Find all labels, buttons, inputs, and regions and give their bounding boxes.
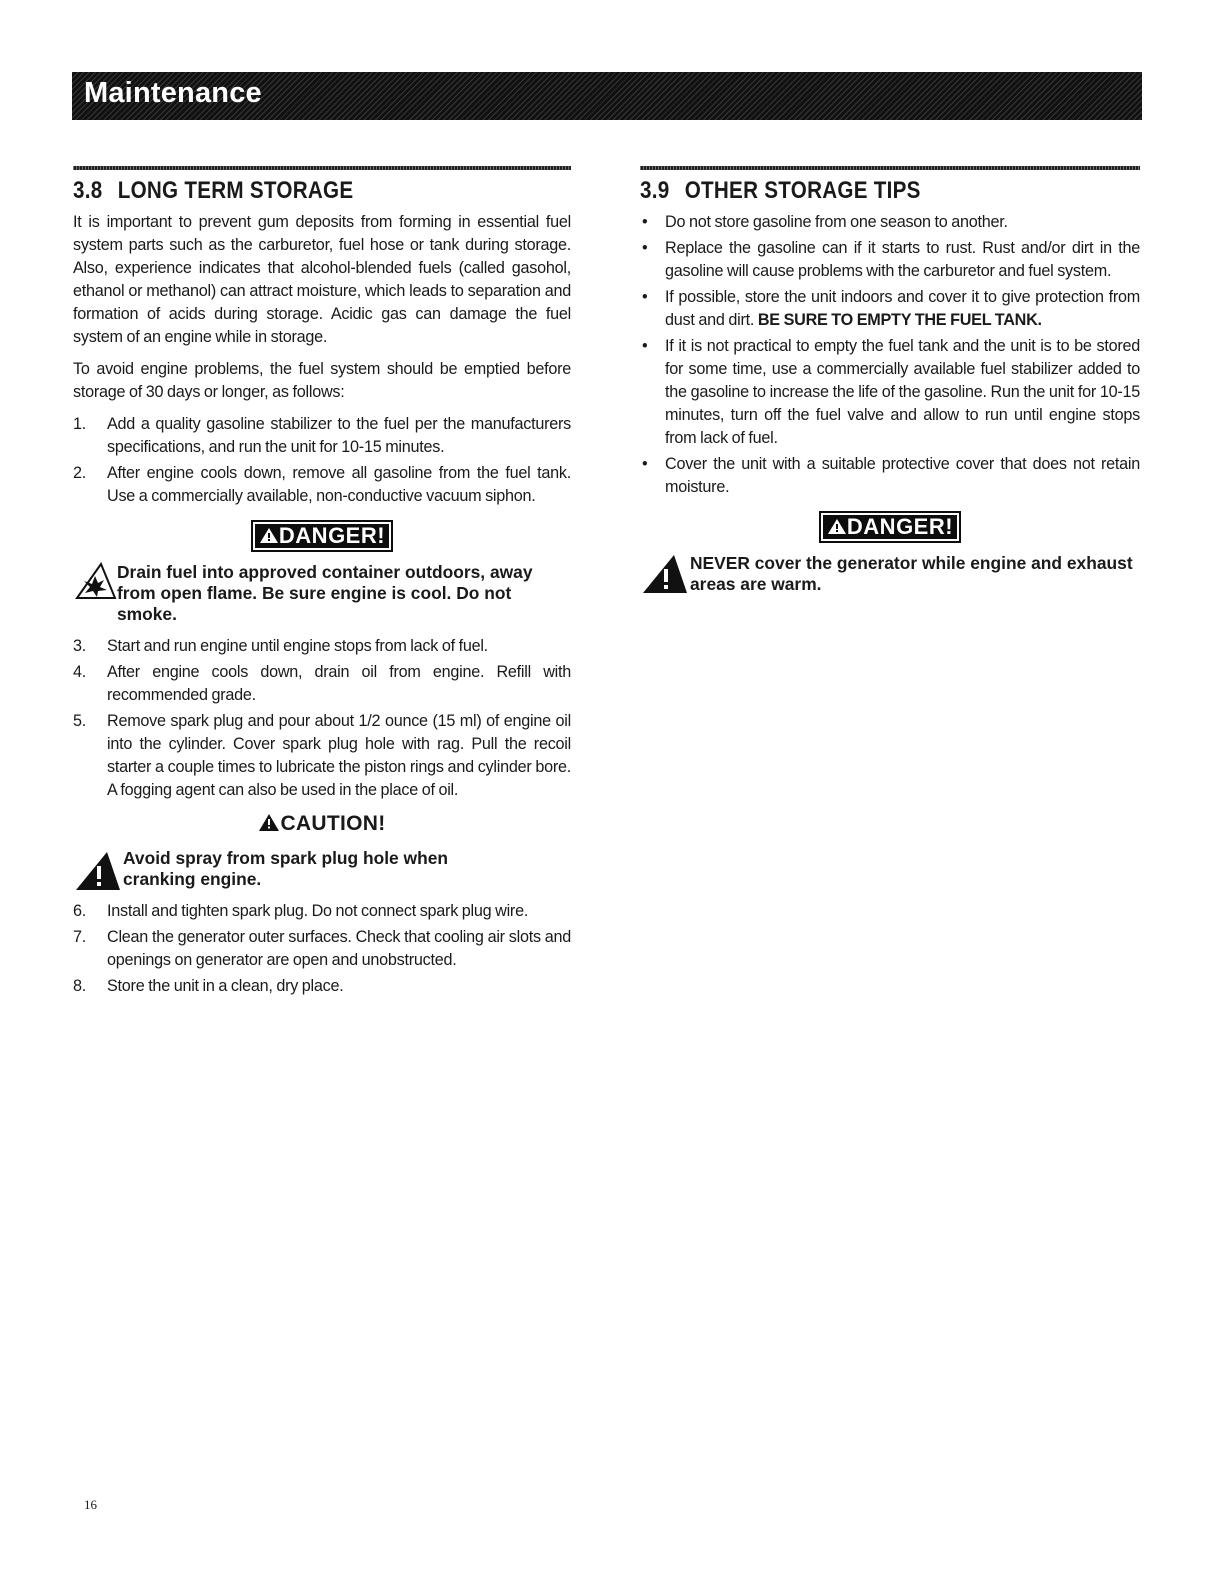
bullet-icon: •: [642, 288, 648, 306]
bullet-icon: •: [642, 337, 648, 355]
section-number: 3.8: [73, 177, 103, 204]
bullet-icon: •: [642, 455, 648, 473]
caution-warning: [73, 848, 571, 890]
steps-list-a: [73, 413, 571, 508]
steps-list-c: [73, 900, 571, 998]
caution-triangle-icon: [258, 813, 280, 832]
right-column: [640, 166, 1140, 605]
left-column: [73, 166, 571, 1002]
list-item: [73, 661, 571, 707]
step-number: 8.: [73, 977, 87, 995]
danger-warning: [640, 553, 1140, 595]
tip-text: Cover the unit with a suitable protective cover that does not retain moisture.: [665, 455, 1140, 496]
bullet-icon: •: [642, 213, 648, 231]
section-banner: [72, 72, 1142, 120]
danger-badge: [251, 520, 393, 552]
danger-header: [640, 511, 1140, 543]
list-item: [73, 413, 571, 459]
step-number: 5.: [73, 712, 87, 730]
caution-header: [73, 812, 571, 836]
danger-label: DANGER!: [846, 514, 954, 539]
caution-exclamation-icon: [73, 850, 121, 892]
danger-text: NEVER cover the generator while engine and exhaust areas are warm.: [690, 553, 1133, 594]
section-number: 3.9: [640, 177, 670, 204]
list-item: [73, 635, 571, 658]
list-item: [73, 462, 571, 508]
step-text: Clean the generator outer surfaces. Check that cooling air slots and openings on generator are open and unobstructed.: [107, 928, 571, 969]
caution-label: CAUTION!: [280, 812, 386, 835]
warning-exclamation-icon: [640, 553, 688, 595]
intro-paragraph: It is important to prevent gum deposits from forming in essential fuel system parts such as the carburetor, fuel hose or tank during storage. Also, experience indicates that alcohol-blended fuels (called gasohol, ethanol or methanol) can attract moisture, which leads to separation and formation of acids during storage. Acidic gas can damage the fuel system of an engine while in storage.: [73, 213, 571, 346]
step-number: 3.: [73, 637, 87, 655]
section-rule: [640, 166, 1140, 170]
list-item: [640, 335, 1140, 450]
section-title-long-term-storage: [73, 177, 501, 205]
tips-list: [640, 211, 1140, 499]
bullet-icon: •: [642, 239, 648, 257]
list-item: [73, 900, 571, 923]
danger-warning: [73, 562, 571, 625]
caution-text: Avoid spray from spark plug hole when cranking engine.: [123, 848, 449, 889]
step-text: Store the unit in a clean, dry place.: [107, 977, 344, 995]
tip-text: Replace the gasoline can if it starts to rust. Rust and/or dirt in the gasoline will cause problems with the carburetor and fuel system.: [665, 239, 1140, 280]
danger-badge: [819, 511, 961, 543]
list-item: [640, 211, 1140, 234]
step-text: After engine cools down, remove all gasoline from the fuel tank. Use a commercially available, non-conductive vacuum siphon.: [107, 464, 571, 505]
list-item: [640, 237, 1140, 283]
section-title-text: OTHER STORAGE TIPS: [684, 177, 921, 204]
danger-text: Drain fuel into approved container outdoors, away from open flame. Be sure engine is cool. Do not smoke.: [117, 562, 533, 624]
list-item: [73, 926, 571, 972]
tip-text: If it is not practical to empty the fuel tank and the unit is to be stored for some time, use a commercially available fuel stabilizer added to the gasoline to increase the life of the gasoline. Run the unit for 10-15 minutes, turn off the fuel valve and allow to run until engine stops from lack of fuel.: [665, 337, 1140, 447]
explosion-hazard-icon: [73, 562, 117, 602]
steps-list-b: [73, 635, 571, 802]
section-rule: [73, 166, 571, 170]
tip-emphasis: BE SURE TO EMPTY THE FUEL TANK.: [757, 311, 1042, 329]
intro-paragraph-2: To avoid engine problems, the fuel system should be emptied before storage of 30 days or longer, as follows:: [73, 360, 571, 401]
step-number: 7.: [73, 928, 87, 946]
danger-label: DANGER!: [278, 523, 386, 548]
step-number: 4.: [73, 663, 87, 681]
danger-header: [73, 520, 571, 552]
tip-text: Do not store gasoline from one season to another.: [665, 213, 1008, 231]
step-text: After engine cools down, drain oil from engine. Refill with recommended grade.: [107, 663, 571, 704]
step-number: 6.: [73, 902, 87, 920]
step-text: Remove spark plug and pour about 1/2 ounce (15 ml) of engine oil into the cylinder. Cover spark plug hole with rag. Pull the recoil starter a couple times to lubricate the piston rings and cylinder bore. A fogging agent can also be used in the place of oil.: [107, 712, 571, 799]
section-title-other-storage-tips: [640, 177, 1070, 205]
page-number: 16: [84, 1497, 97, 1512]
step-text: Start and run engine until engine stops from lack of fuel.: [107, 637, 488, 655]
list-item: [73, 710, 571, 802]
warning-triangle-icon: [827, 518, 847, 535]
banner-title: Maintenance: [84, 77, 262, 109]
tip-text: If possible, store the unit indoors and cover it to give protection from dust and dirt.: [665, 288, 1140, 329]
section-title-text: LONG TERM STORAGE: [117, 177, 354, 204]
warning-triangle-icon: [259, 527, 279, 544]
step-text: Install and tighten spark plug. Do not connect spark plug wire.: [107, 902, 529, 920]
step-text: Add a quality gasoline stabilizer to the fuel per the manufacturers specifications, and run the unit for 10-15 minutes.: [107, 415, 571, 456]
step-number: 1.: [73, 415, 87, 433]
step-number: 2.: [73, 464, 87, 482]
list-item: [640, 286, 1140, 332]
list-item: [640, 453, 1140, 499]
list-item: [73, 975, 571, 998]
